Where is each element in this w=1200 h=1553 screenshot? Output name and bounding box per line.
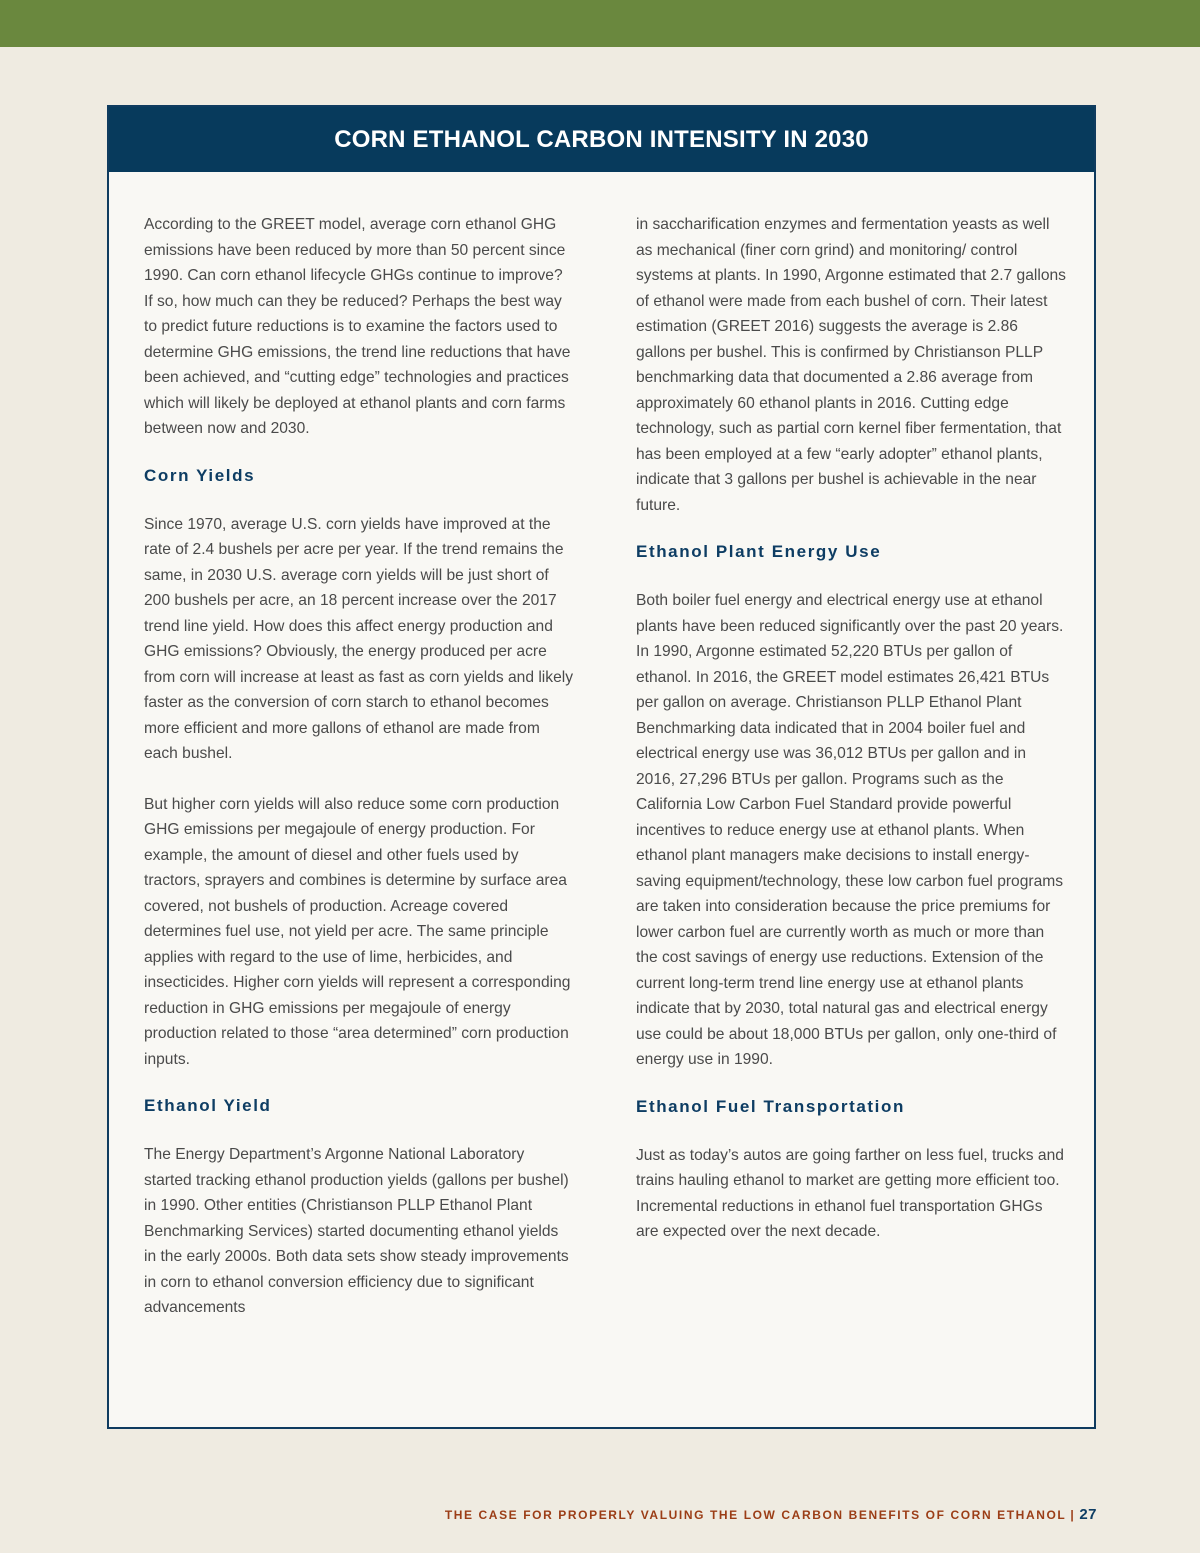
left-column (144, 212, 574, 1321)
footer-separator: | (1070, 1508, 1076, 1522)
energy-use-paragraph: Both boiler fuel energy and electrical energy use at ethanol plants have been reduced significantly over the past 20 years. In 1990, Argonne estimated 52,220 BTUs per gallon of ethanol. In 2016, the GREET model estimates 26,421 BTUs per gallon on average. Christianson PLLP Ethanol Plant Benchmarking data indicated that in 2004 boiler fuel and electrical energy use was 36,012 BTUs per gallon and in 2016, 27,296 BTUs per gallon. Programs such as the California Low Carbon Fuel Standard provide powerful incentives to reduce energy use at ethanol plants. When ethanol plant managers make decisions to install energy-saving equipment/technology, these low carbon fuel programs are taken into consideration because the price premiums for lower carbon fuel are currently worth as much or more than the cost savings of energy use reductions. Extension of the current long-term trend line energy use at ethanol plants indicate that by 2030, total natural gas and electrical energy use could be about 18,000 BTUs per gallon, only one-third of energy use in 1990. (636, 592, 1064, 1068)
intro-paragraph: According to the GREET model, average corn ethanol GHG emissions have been reduced by more than 50 percent since 1990. Can corn ethanol lifecycle GHGs continue to improve? If so, how much can they be reduced? Perhaps the best way to predict future reductions is to examine the factors used to determine GHG emissions, the trend line reductions that have been achieved, and “cutting edge” technologies and practices which will likely be deployed at ethanol plants and corn farms between now and 2030. (144, 216, 571, 437)
box-title: CORN ETHANOL CARBON INTENSITY IN 2030 (334, 125, 869, 153)
ethanol-yield-heading: Ethanol Yield (144, 1096, 272, 1115)
transport-heading: Ethanol Fuel Transportation (636, 1096, 905, 1116)
right-column (636, 212, 1066, 1245)
transport-paragraph: Just as today’s autos are going farther on less fuel, trucks and trains hauling ethanol to market are getting more efficient too. Incremental reductions in ethanol fuel transportation GHGs are expected over the next decade. (636, 1146, 1064, 1240)
ethanol-yield-continued: in saccharification enzymes and fermentation yeasts as well as mechanical (finer corn grind) and monitoring/ control systems at plants. In 1990, Argonne estimated that 2.7 gallons of ethanol were made from each bushel of corn. Their latest estimation (GREET 2016) suggests the average is 2.86 gallons per bushel. This is confirmed by Christianson PLLP benchmarking data that documented a 2.86 average from approximately 60 ethanol plants in 2016. Cutting edge technology, such as partial corn kernel fiber fermentation, that has been employed at a few “early adopter” ethanol plants, indicate that 3 gallons per bushel is achievable in the near future. (636, 216, 1066, 514)
sidebar-box (107, 105, 1096, 1429)
ethanol-yield-paragraph: The Energy Department’s Argonne National Laboratory started tracking ethanol production yields (gallons per bushel) in 1990. Other entities (Christianson PLLP Ethanol Plant Benchmarking Services) started documenting ethanol yields in the early 2000s. Both data sets show steady improvements in corn to ethanol conversion efficiency due to significant advancements (144, 1146, 569, 1316)
page-number: 27 (1079, 1506, 1097, 1523)
top-color-bar (0, 0, 1200, 47)
corn-yields-paragraph-1: Since 1970, average U.S. corn yields have improved at the rate of 2.4 bushels per acre per year. If the trend remains the same, in 2030 U.S. average corn yields will be just short of 200 bushels per acre, an 18 percent increase over the 2017 trend line yield. How does this affect energy production and GHG emissions? Obviously, the energy produced per acre from corn will increase at least as fast as corn yields and likely faster as the conversion of corn starch to ethanol becomes more efficient and more gallons of ethanol are made from each bushel. (144, 515, 574, 762)
box-header (109, 107, 1094, 172)
corn-yields-paragraph-2: But higher corn yields will also reduce some corn production GHG emissions per megajoule of energy production. For example, the amount of diesel and other fuels used by tractors, sprayers and combines is determine by surface area covered, not bushels of production. Acreage covered determines fuel use, not yield per acre. The same principle applies with regard to the use of lime, herbicides, and insecticides. Higher corn yields will represent a corresponding reduction in GHG emissions per megajoule of energy production related to those “area determined” corn production inputs. (144, 795, 571, 1068)
page-footer (445, 1506, 1097, 1523)
footer-title: THE CASE FOR PROPERLY VALUING THE LOW CARBON BENEFITS OF CORN ETHANOL (444, 1508, 1067, 1522)
corn-yields-heading: Corn Yields (144, 465, 256, 485)
energy-use-heading: Ethanol Plant Energy Use (636, 542, 882, 561)
